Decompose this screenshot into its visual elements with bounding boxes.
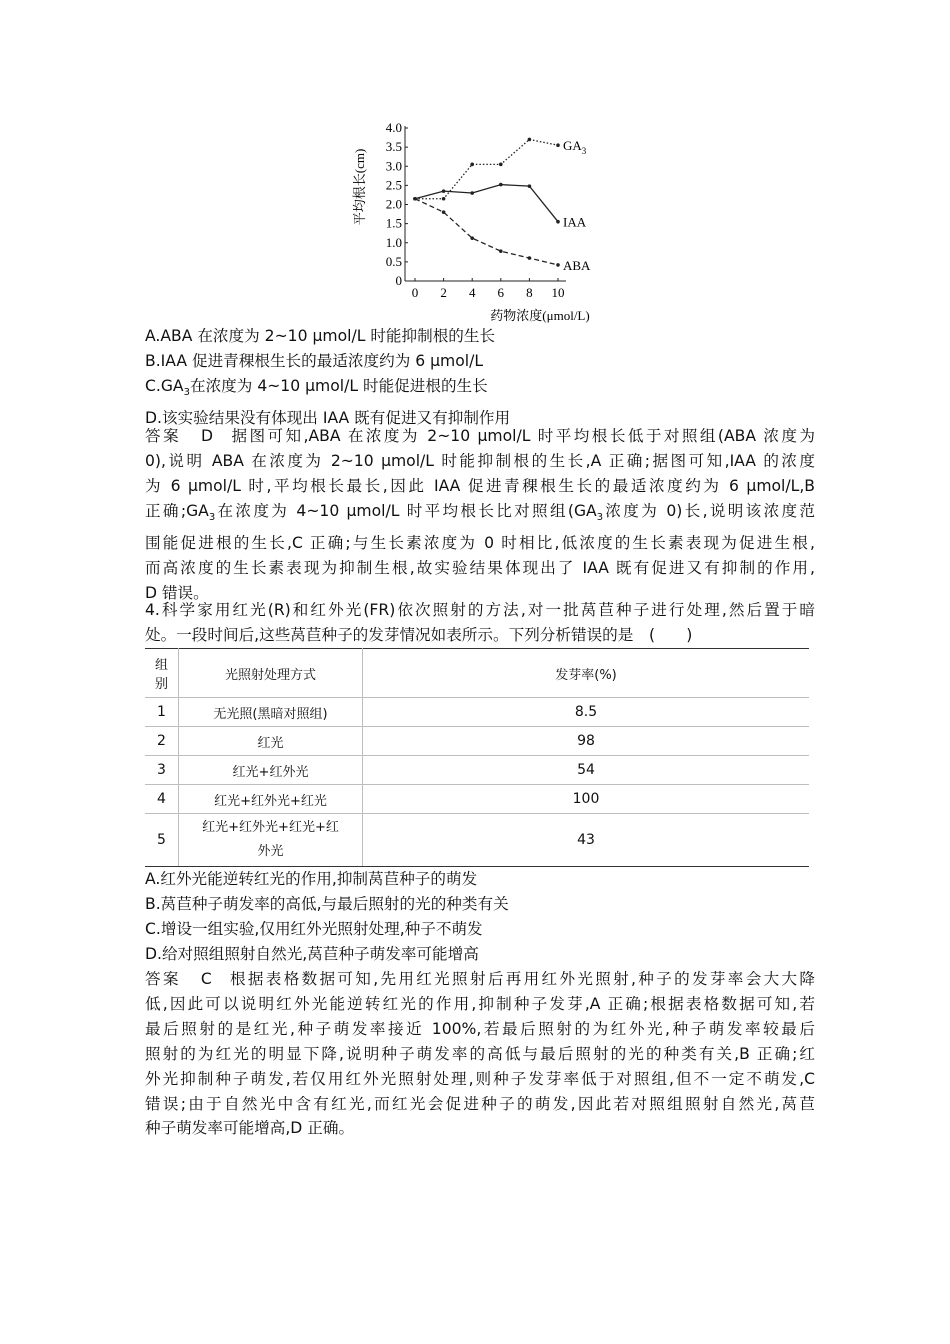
q3-exp-4a: 正确;GA [145, 501, 209, 520]
treatment-line-1: 红光+红外光+红光+红 [202, 820, 339, 835]
y-tick-label: 2.0 [385, 196, 402, 212]
q3-answer-letter: D [201, 427, 214, 445]
x-tick-label: 2 [440, 285, 447, 300]
rate-cell: 54 [363, 756, 810, 785]
y-tick-label: 1.0 [385, 234, 402, 250]
treatment-cell [179, 814, 363, 867]
header-group: 组别 [145, 649, 179, 698]
rate-cell: 100 [363, 785, 810, 814]
data-point-iaa [470, 191, 474, 195]
y-tick-label: 0 [395, 273, 402, 288]
x-tick-label: 10 [551, 285, 565, 300]
data-point-aba [499, 249, 503, 253]
q3-option-c-post: 在浓度为 4~10 μmol/L 时能促进根的生长 [189, 376, 488, 395]
q3-answer-line-1 [145, 424, 815, 449]
series-line-ga3 [415, 139, 558, 198]
q3-option-d: D.该实验结果没有体现出 IAA 既有促进又有抑制作用 [145, 408, 511, 427]
data-point-aba [470, 236, 474, 240]
q3-exp-4b: 在浓度为 4~10 μmol/L 时平均根长比对照组(GA [215, 501, 597, 520]
q3-exp-4-sub1: 3 [208, 511, 216, 523]
q3-option-c [145, 374, 815, 406]
data-point-ga3 [528, 138, 532, 142]
q4-exp-4: 照射的为红光的明显下降,说明种子萌发率的高低与最后照射的光的种类有关,B 正确;红 [145, 1044, 815, 1063]
q4-stem-line-2: 处。一段时间后,这些莴苣种子的发芽情况如表所示。下列分析错误的是 ( ) [145, 625, 693, 644]
header-treatment: 光照射处理方式 [179, 649, 363, 698]
q3-answer-label: 答案 [145, 427, 182, 445]
y-tick-label: 0.5 [385, 253, 402, 269]
q3-exp-6: 而高浓度的生长素表现为抑制生根,故实验结果体现出了 IAA 既有促进又有抑制的作用, [145, 558, 815, 577]
y-tick-label: 2.5 [385, 177, 402, 193]
q4-stem-line-1: 4.科学家用红光(R)和红外光(FR)依次照射的方法,对一批莴苣种子进行处理,然后置于暗 [145, 601, 815, 619]
table-header-row [145, 649, 809, 698]
series-label-ga3: $GA_3$ [563, 138, 587, 157]
q4-option-c: C.增设一组实验,仅用红外光照射处理,种子不萌发 [145, 919, 483, 938]
series-label-iaa: IAA [563, 214, 587, 230]
q4-stem [145, 598, 815, 648]
q4-exp-5: 外光抑制种子萌发,若仅用红外光照射处理,则种子发芽率低于对照组,但不一定不萌发,C [145, 1069, 815, 1088]
table-row [145, 698, 809, 727]
germination-table [145, 648, 809, 867]
q4-options [145, 867, 815, 967]
series-line-aba [415, 199, 558, 265]
q4-answer-letter: C [200, 970, 212, 988]
q4-option-a: A.红外光能逆转红光的作用,抑制莴苣种子的萌发 [145, 870, 478, 888]
q3-options [145, 324, 815, 431]
q3-option-c-pre: C.GA [145, 376, 184, 395]
q4-answer-label: 答案 [145, 970, 181, 988]
table-row [145, 756, 809, 785]
series-line-iaa [415, 185, 558, 222]
treatment-cell: 红光+红外光+红光 [179, 785, 363, 814]
q4-answer [145, 967, 815, 1141]
table-row [145, 785, 809, 814]
x-tick-label: 4 [468, 285, 476, 300]
table-row [145, 814, 809, 867]
q4-exp-3: 最后照射的是红光,种子萌发率接近 100%,若最后照射的为红外光,种子萌发率较最后 [145, 1019, 815, 1038]
rate-cell: 43 [363, 814, 810, 867]
q3-answer [145, 424, 815, 605]
q4-answer-line-1 [145, 967, 815, 992]
table-row [145, 727, 809, 756]
y-tick-label: 3.0 [385, 158, 402, 174]
data-point-aba [556, 263, 560, 267]
data-point-iaa [528, 184, 532, 188]
q3-exp-7: D 错误。 [145, 583, 209, 602]
q4-option-b: B.莴苣种子萌发率的高低,与最后照射的光的种类有关 [145, 894, 509, 913]
q3-exp-2: 0),说明 ABA 在浓度为 2~10 μmol/L 时能抑制根的生长,A 正确;据图可知,IAA 的浓度 [145, 451, 815, 470]
data-point-ga3 [499, 163, 503, 167]
group-cell: 3 [145, 756, 179, 785]
chart-axes [405, 126, 566, 281]
root-length-chart [340, 115, 640, 330]
data-point-iaa [556, 220, 560, 224]
series-label-aba: ABA [563, 257, 591, 273]
q3-exp-4 [145, 499, 815, 531]
q3-option-a: A.ABA 在浓度为 2~10 μmol/L 时能抑制根的生长 [145, 327, 496, 345]
data-point-ga3 [442, 197, 446, 201]
group-cell: 4 [145, 785, 179, 814]
data-point-ga3 [556, 143, 560, 147]
data-point-aba [413, 197, 417, 201]
y-tick-label: 1.5 [385, 215, 402, 231]
x-axis-label: 药物浓度(μmol/L) [490, 308, 590, 323]
rate-cell: 8.5 [363, 698, 810, 727]
q3-exp-4-sub2: 3 [596, 511, 604, 523]
data-point-iaa [499, 183, 503, 187]
group-cell: 2 [145, 727, 179, 756]
group-cell: 1 [145, 698, 179, 727]
y-tick-label: 3.5 [385, 139, 402, 155]
q4-exp-1: 根据表格数据可知,先用红光照射后再用红外光照射,种子的发芽率会大大降 [227, 970, 815, 988]
y-tick-label: 4.0 [385, 120, 402, 135]
treatment-cell: 红光 [179, 727, 363, 756]
q4-exp-6: 错误;由于自然光中含有红光,而红光会促进种子的萌发,因此若对照组照射自然光,莴苣 [145, 1094, 815, 1113]
q3-exp-5: 围能促进根的生长,C 正确;与生长素浓度为 0 时相比,低浓度的生长素表现为促进生根, [145, 533, 815, 552]
q3-exp-4c: 浓度为 0)长,说明该浓度范 [603, 501, 815, 520]
line-chart [340, 115, 640, 330]
data-point-ga3 [470, 163, 474, 167]
q4-exp-7: 种子萌发率可能增高,D 正确。 [145, 1119, 355, 1138]
rate-cell: 98 [363, 727, 810, 756]
x-tick-label: 6 [497, 285, 505, 300]
q3-option-b: B.IAA 促进青稞根生长的最适浓度约为 6 μmol/L [145, 351, 484, 370]
data-point-iaa [442, 189, 446, 193]
x-tick-label: 0 [411, 285, 419, 300]
header-rate: 发芽率(%) [363, 649, 810, 698]
treatment-cell: 红光+红外光 [179, 756, 363, 785]
y-axis-label: 平均根长(cm) [352, 148, 367, 226]
group-cell: 5 [145, 814, 179, 867]
q3-exp-1: 据图可知,ABA 在浓度为 2~10 μmol/L 时平均根长低于对照组(ABA 浓度为 [229, 427, 815, 445]
x-tick-label: 8 [526, 285, 533, 300]
treatment-line-2: 外光 [257, 844, 284, 859]
q4-exp-2: 低,因此可以说明红外光能逆转红光的作用,抑制种子发芽,A 正确;根据表格数据可知,若 [145, 994, 815, 1013]
chart-series [413, 138, 591, 273]
data-point-aba [528, 256, 532, 260]
data-point-aba [442, 210, 446, 214]
treatment-cell: 无光照(黑暗对照组) [179, 698, 363, 727]
q4-option-d: D.给对照组照射自然光,莴苣种子萌发率可能增高 [145, 944, 479, 963]
q3-option-c-sub: 3 [183, 386, 190, 398]
q3-exp-3: 为 6 μmol/L 时,平均根长最长,因此 IAA 促进青稞根生长的最适浓度约为 6 μmol/L,B [145, 476, 815, 495]
